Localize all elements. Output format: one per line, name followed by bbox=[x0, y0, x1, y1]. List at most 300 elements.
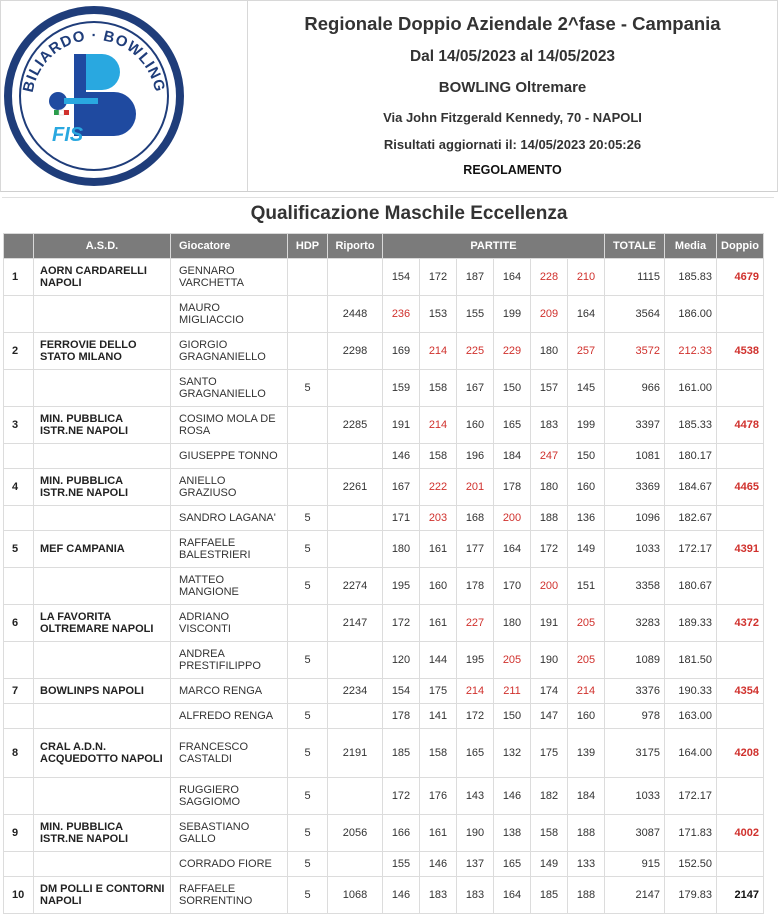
table-header bbox=[4, 234, 764, 259]
position-cell bbox=[4, 506, 34, 531]
game-score-cell: 150 bbox=[568, 444, 605, 469]
game-score-cell: 211 bbox=[494, 679, 531, 704]
game-score-cell: 184 bbox=[568, 778, 605, 815]
hdp-cell: 5 bbox=[288, 729, 328, 778]
game-score-cell: 225 bbox=[457, 333, 494, 370]
riporto-cell: 2191 bbox=[328, 729, 383, 778]
game-score-cell: 146 bbox=[420, 852, 457, 877]
game-score-cell: 182 bbox=[531, 778, 568, 815]
hdp-cell bbox=[288, 407, 328, 444]
player-name-cell: GIUSEPPE TONNO bbox=[171, 444, 288, 469]
venue-address: Via John Fitzgerald Kennedy, 70 - NAPOLI bbox=[383, 110, 642, 125]
game-score-cell: 195 bbox=[457, 642, 494, 679]
media-cell: 184.67 bbox=[665, 469, 717, 506]
col-doppio: Doppio bbox=[717, 234, 764, 259]
game-score-cell: 143 bbox=[457, 778, 494, 815]
asd-cell bbox=[34, 506, 171, 531]
game-score-cell: 154 bbox=[383, 679, 420, 704]
col-hdp: HDP bbox=[288, 234, 328, 259]
game-score-cell: 178 bbox=[457, 568, 494, 605]
game-score-cell: 183 bbox=[457, 877, 494, 914]
game-score-cell: 168 bbox=[457, 506, 494, 531]
position-cell: 7 bbox=[4, 679, 34, 704]
media-cell: 190.33 bbox=[665, 679, 717, 704]
media-cell: 186.00 bbox=[665, 296, 717, 333]
game-score-cell: 191 bbox=[531, 605, 568, 642]
riporto-cell: 1068 bbox=[328, 877, 383, 914]
col-partite: PARTITE bbox=[383, 234, 605, 259]
player-name-cell: ALFREDO RENGA bbox=[171, 704, 288, 729]
game-score-cell: 132 bbox=[494, 729, 531, 778]
riporto-cell: 2298 bbox=[328, 333, 383, 370]
game-score-cell: 158 bbox=[531, 815, 568, 852]
position-cell: 4 bbox=[4, 469, 34, 506]
riporto-cell bbox=[328, 444, 383, 469]
page-title: Regionale Doppio Aziendale 2^fase - Campania bbox=[304, 13, 721, 34]
game-score-cell: 190 bbox=[457, 815, 494, 852]
hdp-cell: 5 bbox=[288, 506, 328, 531]
hdp-cell bbox=[288, 333, 328, 370]
totale-cell: 3358 bbox=[605, 568, 665, 605]
totale-cell: 3564 bbox=[605, 296, 665, 333]
game-score-cell: 120 bbox=[383, 642, 420, 679]
position-cell: 9 bbox=[4, 815, 34, 852]
riporto-cell: 2448 bbox=[328, 296, 383, 333]
game-score-cell: 177 bbox=[457, 531, 494, 568]
game-score-cell: 172 bbox=[457, 704, 494, 729]
table-row bbox=[4, 679, 764, 704]
game-score-cell: 172 bbox=[420, 259, 457, 296]
player-name-cell: SEBASTIANO GALLO bbox=[171, 815, 288, 852]
game-score-cell: 153 bbox=[420, 296, 457, 333]
game-score-cell: 154 bbox=[383, 259, 420, 296]
asd-cell: CRAL A.D.N. ACQUEDOTTO NAPOLI bbox=[34, 729, 171, 778]
player-name-cell: SANTO GRAGNANIELLO bbox=[171, 370, 288, 407]
doppio-cell bbox=[717, 778, 764, 815]
doppio-cell: 4679 bbox=[717, 259, 764, 296]
totale-cell: 1096 bbox=[605, 506, 665, 531]
doppio-cell: 4465 bbox=[717, 469, 764, 506]
hdp-cell: 5 bbox=[288, 778, 328, 815]
game-score-cell: 165 bbox=[494, 407, 531, 444]
game-score-cell: 144 bbox=[420, 642, 457, 679]
game-score-cell: 183 bbox=[531, 407, 568, 444]
player-name-cell: RAFFAELE SORRENTINO bbox=[171, 877, 288, 914]
game-score-cell: 133 bbox=[568, 852, 605, 877]
doppio-cell bbox=[717, 370, 764, 407]
game-score-cell: 205 bbox=[494, 642, 531, 679]
media-cell: 152.50 bbox=[665, 852, 717, 877]
game-score-cell: 161 bbox=[420, 605, 457, 642]
media-cell: 185.33 bbox=[665, 407, 717, 444]
last-updated: Risultati aggiornati il: 14/05/2023 20:05:26 bbox=[383, 137, 642, 152]
table-row bbox=[4, 729, 764, 778]
doppio-cell bbox=[717, 852, 764, 877]
media-cell: 179.83 bbox=[665, 877, 717, 914]
doppio-cell: 4002 bbox=[717, 815, 764, 852]
doppio-cell bbox=[717, 444, 764, 469]
position-cell bbox=[4, 642, 34, 679]
game-score-cell: 150 bbox=[494, 370, 531, 407]
game-score-cell: 180 bbox=[494, 605, 531, 642]
hdp-cell: 5 bbox=[288, 531, 328, 568]
media-cell: 180.67 bbox=[665, 568, 717, 605]
page-header bbox=[0, 0, 778, 192]
asd-cell: DM POLLI E CONTORNI NAPOLI bbox=[34, 877, 171, 914]
game-score-cell: 180 bbox=[383, 531, 420, 568]
asd-cell: FERROVIE DELLO STATO MILANO bbox=[34, 333, 171, 370]
game-score-cell: 210 bbox=[568, 259, 605, 296]
player-name-cell: SANDRO LAGANA' bbox=[171, 506, 288, 531]
asd-cell: MIN. PUBBLICA ISTR.NE NAPOLI bbox=[34, 407, 171, 444]
game-score-cell: 158 bbox=[420, 729, 457, 778]
doppio-cell: 4208 bbox=[717, 729, 764, 778]
game-score-cell: 155 bbox=[383, 852, 420, 877]
doppio-cell: 4538 bbox=[717, 333, 764, 370]
asd-cell bbox=[34, 778, 171, 815]
game-score-cell: 183 bbox=[420, 877, 457, 914]
player-name-cell: CORRADO FIORE bbox=[171, 852, 288, 877]
header-info bbox=[248, 1, 777, 191]
game-score-cell: 138 bbox=[494, 815, 531, 852]
position-cell bbox=[4, 852, 34, 877]
asd-cell bbox=[34, 370, 171, 407]
riporto-cell: 2147 bbox=[328, 605, 383, 642]
totale-cell: 1033 bbox=[605, 778, 665, 815]
totale-cell: 3376 bbox=[605, 679, 665, 704]
doppio-cell: 2147 bbox=[717, 877, 764, 914]
game-score-cell: 185 bbox=[383, 729, 420, 778]
media-cell: 189.33 bbox=[665, 605, 717, 642]
game-score-cell: 214 bbox=[420, 333, 457, 370]
position-cell bbox=[4, 778, 34, 815]
table-row bbox=[4, 815, 764, 852]
game-score-cell: 188 bbox=[568, 877, 605, 914]
player-name-cell: RAFFAELE BALESTRIERI bbox=[171, 531, 288, 568]
game-score-cell: 199 bbox=[494, 296, 531, 333]
position-cell: 6 bbox=[4, 605, 34, 642]
svg-text:BILIARDO · BOWLING: BILIARDO · BOWLING bbox=[19, 26, 169, 94]
player-name-cell: MAURO MIGLIACCIO bbox=[171, 296, 288, 333]
game-score-cell: 209 bbox=[531, 296, 568, 333]
game-score-cell: 160 bbox=[420, 568, 457, 605]
game-score-cell: 164 bbox=[494, 259, 531, 296]
totale-cell: 966 bbox=[605, 370, 665, 407]
game-score-cell: 247 bbox=[531, 444, 568, 469]
totale-cell: 3175 bbox=[605, 729, 665, 778]
position-cell: 2 bbox=[4, 333, 34, 370]
table-row bbox=[4, 778, 764, 815]
asd-cell bbox=[34, 704, 171, 729]
game-score-cell: 141 bbox=[420, 704, 457, 729]
player-name-cell: RUGGIERO SAGGIOMO bbox=[171, 778, 288, 815]
riporto-cell bbox=[328, 642, 383, 679]
riporto-cell: 2274 bbox=[328, 568, 383, 605]
table-row bbox=[4, 877, 764, 914]
media-cell: 172.17 bbox=[665, 531, 717, 568]
position-cell: 8 bbox=[4, 729, 34, 778]
totale-cell: 3283 bbox=[605, 605, 665, 642]
game-score-cell: 147 bbox=[531, 704, 568, 729]
player-name-cell: MATTEO MANGIONE bbox=[171, 568, 288, 605]
table-row bbox=[4, 259, 764, 296]
game-score-cell: 149 bbox=[568, 531, 605, 568]
player-name-cell: FRANCESCO CASTALDI bbox=[171, 729, 288, 778]
game-score-cell: 165 bbox=[457, 729, 494, 778]
totale-cell: 915 bbox=[605, 852, 665, 877]
game-score-cell: 214 bbox=[457, 679, 494, 704]
game-score-cell: 151 bbox=[568, 568, 605, 605]
table-row bbox=[4, 852, 764, 877]
doppio-cell bbox=[717, 296, 764, 333]
totale-cell: 1115 bbox=[605, 259, 665, 296]
game-score-cell: 166 bbox=[383, 815, 420, 852]
game-score-cell: 200 bbox=[494, 506, 531, 531]
game-score-cell: 175 bbox=[531, 729, 568, 778]
game-score-cell: 146 bbox=[494, 778, 531, 815]
riporto-cell bbox=[328, 370, 383, 407]
game-score-cell: 146 bbox=[383, 444, 420, 469]
game-score-cell: 229 bbox=[494, 333, 531, 370]
hdp-cell: 5 bbox=[288, 815, 328, 852]
game-score-cell: 184 bbox=[494, 444, 531, 469]
logo-fis-text: FIS bbox=[52, 124, 84, 146]
game-score-cell: 175 bbox=[420, 679, 457, 704]
media-cell: 180.17 bbox=[665, 444, 717, 469]
totale-cell: 3397 bbox=[605, 407, 665, 444]
logo-container bbox=[1, 1, 248, 191]
media-cell: 163.00 bbox=[665, 704, 717, 729]
fis-biliardo-bowling-logo bbox=[4, 6, 184, 186]
table-row bbox=[4, 531, 764, 568]
date-range: Dal 14/05/2023 al 14/05/2023 bbox=[409, 48, 616, 65]
game-score-cell: 139 bbox=[568, 729, 605, 778]
game-score-cell: 176 bbox=[420, 778, 457, 815]
player-name-cell: ANIELLO GRAZIUSO bbox=[171, 469, 288, 506]
col-asd: A.S.D. bbox=[34, 234, 171, 259]
game-score-cell: 167 bbox=[383, 469, 420, 506]
game-score-cell: 136 bbox=[568, 506, 605, 531]
hdp-cell bbox=[288, 605, 328, 642]
riporto-cell bbox=[328, 506, 383, 531]
game-score-cell: 201 bbox=[457, 469, 494, 506]
hdp-cell: 5 bbox=[288, 568, 328, 605]
totale-cell: 3369 bbox=[605, 469, 665, 506]
totale-cell: 2147 bbox=[605, 877, 665, 914]
game-score-cell: 172 bbox=[383, 605, 420, 642]
table-row bbox=[4, 469, 764, 506]
game-score-cell: 174 bbox=[531, 679, 568, 704]
game-score-cell: 200 bbox=[531, 568, 568, 605]
game-score-cell: 146 bbox=[383, 877, 420, 914]
doppio-cell: 4391 bbox=[717, 531, 764, 568]
table-row bbox=[4, 444, 764, 469]
section-title: Qualificazione Maschile Eccellenza bbox=[250, 203, 568, 224]
game-score-cell: 228 bbox=[531, 259, 568, 296]
game-score-cell: 171 bbox=[383, 506, 420, 531]
asd-cell bbox=[34, 642, 171, 679]
game-score-cell: 180 bbox=[531, 469, 568, 506]
table-row bbox=[4, 296, 764, 333]
game-score-cell: 145 bbox=[568, 370, 605, 407]
riporto-cell bbox=[328, 531, 383, 568]
hdp-cell bbox=[288, 679, 328, 704]
table-row bbox=[4, 642, 764, 679]
game-score-cell: 149 bbox=[531, 852, 568, 877]
asd-cell: BOWLINPS NAPOLI bbox=[34, 679, 171, 704]
game-score-cell: 157 bbox=[531, 370, 568, 407]
hdp-cell bbox=[288, 444, 328, 469]
position-cell: 10 bbox=[4, 877, 34, 914]
position-cell: 3 bbox=[4, 407, 34, 444]
col-player: Giocatore bbox=[171, 234, 288, 259]
game-score-cell: 158 bbox=[420, 370, 457, 407]
game-score-cell: 203 bbox=[420, 506, 457, 531]
hdp-cell: 5 bbox=[288, 370, 328, 407]
game-score-cell: 180 bbox=[531, 333, 568, 370]
game-score-cell: 178 bbox=[383, 704, 420, 729]
game-score-cell: 172 bbox=[383, 778, 420, 815]
game-score-cell: 196 bbox=[457, 444, 494, 469]
asd-cell bbox=[34, 296, 171, 333]
doppio-cell: 4478 bbox=[717, 407, 764, 444]
player-name-cell: GENNARO VARCHETTA bbox=[171, 259, 288, 296]
game-score-cell: 164 bbox=[494, 531, 531, 568]
game-score-cell: 167 bbox=[457, 370, 494, 407]
doppio-cell bbox=[717, 642, 764, 679]
player-name-cell: GIORGIO GRAGNANIELLO bbox=[171, 333, 288, 370]
doppio-cell: 4354 bbox=[717, 679, 764, 704]
game-score-cell: 257 bbox=[568, 333, 605, 370]
game-score-cell: 164 bbox=[494, 877, 531, 914]
riporto-cell: 2285 bbox=[328, 407, 383, 444]
player-name-cell: ADRIANO VISCONTI bbox=[171, 605, 288, 642]
media-cell: 181.50 bbox=[665, 642, 717, 679]
asd-cell: AORN CARDARELLI NAPOLI bbox=[34, 259, 171, 296]
game-score-cell: 164 bbox=[568, 296, 605, 333]
game-score-cell: 165 bbox=[494, 852, 531, 877]
game-score-cell: 236 bbox=[383, 296, 420, 333]
hdp-cell bbox=[288, 259, 328, 296]
media-cell: 182.67 bbox=[665, 506, 717, 531]
riporto-cell bbox=[328, 778, 383, 815]
game-score-cell: 205 bbox=[568, 642, 605, 679]
game-score-cell: 150 bbox=[494, 704, 531, 729]
asd-cell bbox=[34, 444, 171, 469]
hdp-cell: 5 bbox=[288, 642, 328, 679]
hdp-cell bbox=[288, 469, 328, 506]
col-pos bbox=[4, 234, 34, 259]
player-name-cell: ANDREA PRESTIFILIPPO bbox=[171, 642, 288, 679]
position-cell bbox=[4, 296, 34, 333]
asd-cell bbox=[34, 568, 171, 605]
results-table bbox=[3, 233, 764, 914]
doppio-cell: 4372 bbox=[717, 605, 764, 642]
riporto-cell: 2056 bbox=[328, 815, 383, 852]
table-row bbox=[4, 568, 764, 605]
position-cell bbox=[4, 370, 34, 407]
table-row bbox=[4, 333, 764, 370]
media-cell: 164.00 bbox=[665, 729, 717, 778]
game-score-cell: 190 bbox=[531, 642, 568, 679]
media-cell: 172.17 bbox=[665, 778, 717, 815]
riporto-cell bbox=[328, 704, 383, 729]
game-score-cell: 188 bbox=[568, 815, 605, 852]
asd-cell: LA FAVORITA OLTREMARE NAPOLI bbox=[34, 605, 171, 642]
regolamento-link[interactable]: REGOLAMENTO bbox=[463, 163, 562, 177]
game-score-cell: 137 bbox=[457, 852, 494, 877]
table-row bbox=[4, 370, 764, 407]
col-totale: TOTALE bbox=[605, 234, 665, 259]
table-row bbox=[4, 407, 764, 444]
totale-cell: 3572 bbox=[605, 333, 665, 370]
hdp-cell: 5 bbox=[288, 704, 328, 729]
game-score-cell: 195 bbox=[383, 568, 420, 605]
game-score-cell: 178 bbox=[494, 469, 531, 506]
media-cell: 185.83 bbox=[665, 259, 717, 296]
media-cell: 212.33 bbox=[665, 333, 717, 370]
game-score-cell: 169 bbox=[383, 333, 420, 370]
game-score-cell: 170 bbox=[494, 568, 531, 605]
game-score-cell: 227 bbox=[457, 605, 494, 642]
col-media: Media bbox=[665, 234, 717, 259]
game-score-cell: 191 bbox=[383, 407, 420, 444]
position-cell bbox=[4, 444, 34, 469]
game-score-cell: 188 bbox=[531, 506, 568, 531]
hdp-cell bbox=[288, 296, 328, 333]
game-score-cell: 214 bbox=[568, 679, 605, 704]
asd-cell: MIN. PUBBLICA ISTR.NE NAPOLI bbox=[34, 815, 171, 852]
game-score-cell: 205 bbox=[568, 605, 605, 642]
asd-cell bbox=[34, 852, 171, 877]
col-riporto: Riporto bbox=[328, 234, 383, 259]
asd-cell: MIN. PUBBLICA ISTR.NE NAPOLI bbox=[34, 469, 171, 506]
riporto-cell: 2234 bbox=[328, 679, 383, 704]
game-score-cell: 160 bbox=[568, 469, 605, 506]
game-score-cell: 172 bbox=[531, 531, 568, 568]
table-row bbox=[4, 605, 764, 642]
position-cell: 5 bbox=[4, 531, 34, 568]
position-cell: 1 bbox=[4, 259, 34, 296]
game-score-cell: 160 bbox=[568, 704, 605, 729]
game-score-cell: 214 bbox=[420, 407, 457, 444]
table-row bbox=[4, 704, 764, 729]
media-cell: 161.00 bbox=[665, 370, 717, 407]
player-name-cell: COSIMO MOLA DE ROSA bbox=[171, 407, 288, 444]
game-score-cell: 161 bbox=[420, 531, 457, 568]
table-row bbox=[4, 506, 764, 531]
position-cell bbox=[4, 568, 34, 605]
totale-cell: 1089 bbox=[605, 642, 665, 679]
game-score-cell: 199 bbox=[568, 407, 605, 444]
totale-cell: 1081 bbox=[605, 444, 665, 469]
totale-cell: 1033 bbox=[605, 531, 665, 568]
riporto-cell: 2261 bbox=[328, 469, 383, 506]
player-name-cell: MARCO RENGA bbox=[171, 679, 288, 704]
asd-cell: MEF CAMPANIA bbox=[34, 531, 171, 568]
doppio-cell bbox=[717, 506, 764, 531]
game-score-cell: 160 bbox=[457, 407, 494, 444]
totale-cell: 978 bbox=[605, 704, 665, 729]
game-score-cell: 161 bbox=[420, 815, 457, 852]
game-score-cell: 155 bbox=[457, 296, 494, 333]
game-score-cell: 222 bbox=[420, 469, 457, 506]
hdp-cell: 5 bbox=[288, 877, 328, 914]
game-score-cell: 187 bbox=[457, 259, 494, 296]
game-score-cell: 158 bbox=[420, 444, 457, 469]
game-score-cell: 185 bbox=[531, 877, 568, 914]
doppio-cell bbox=[717, 568, 764, 605]
